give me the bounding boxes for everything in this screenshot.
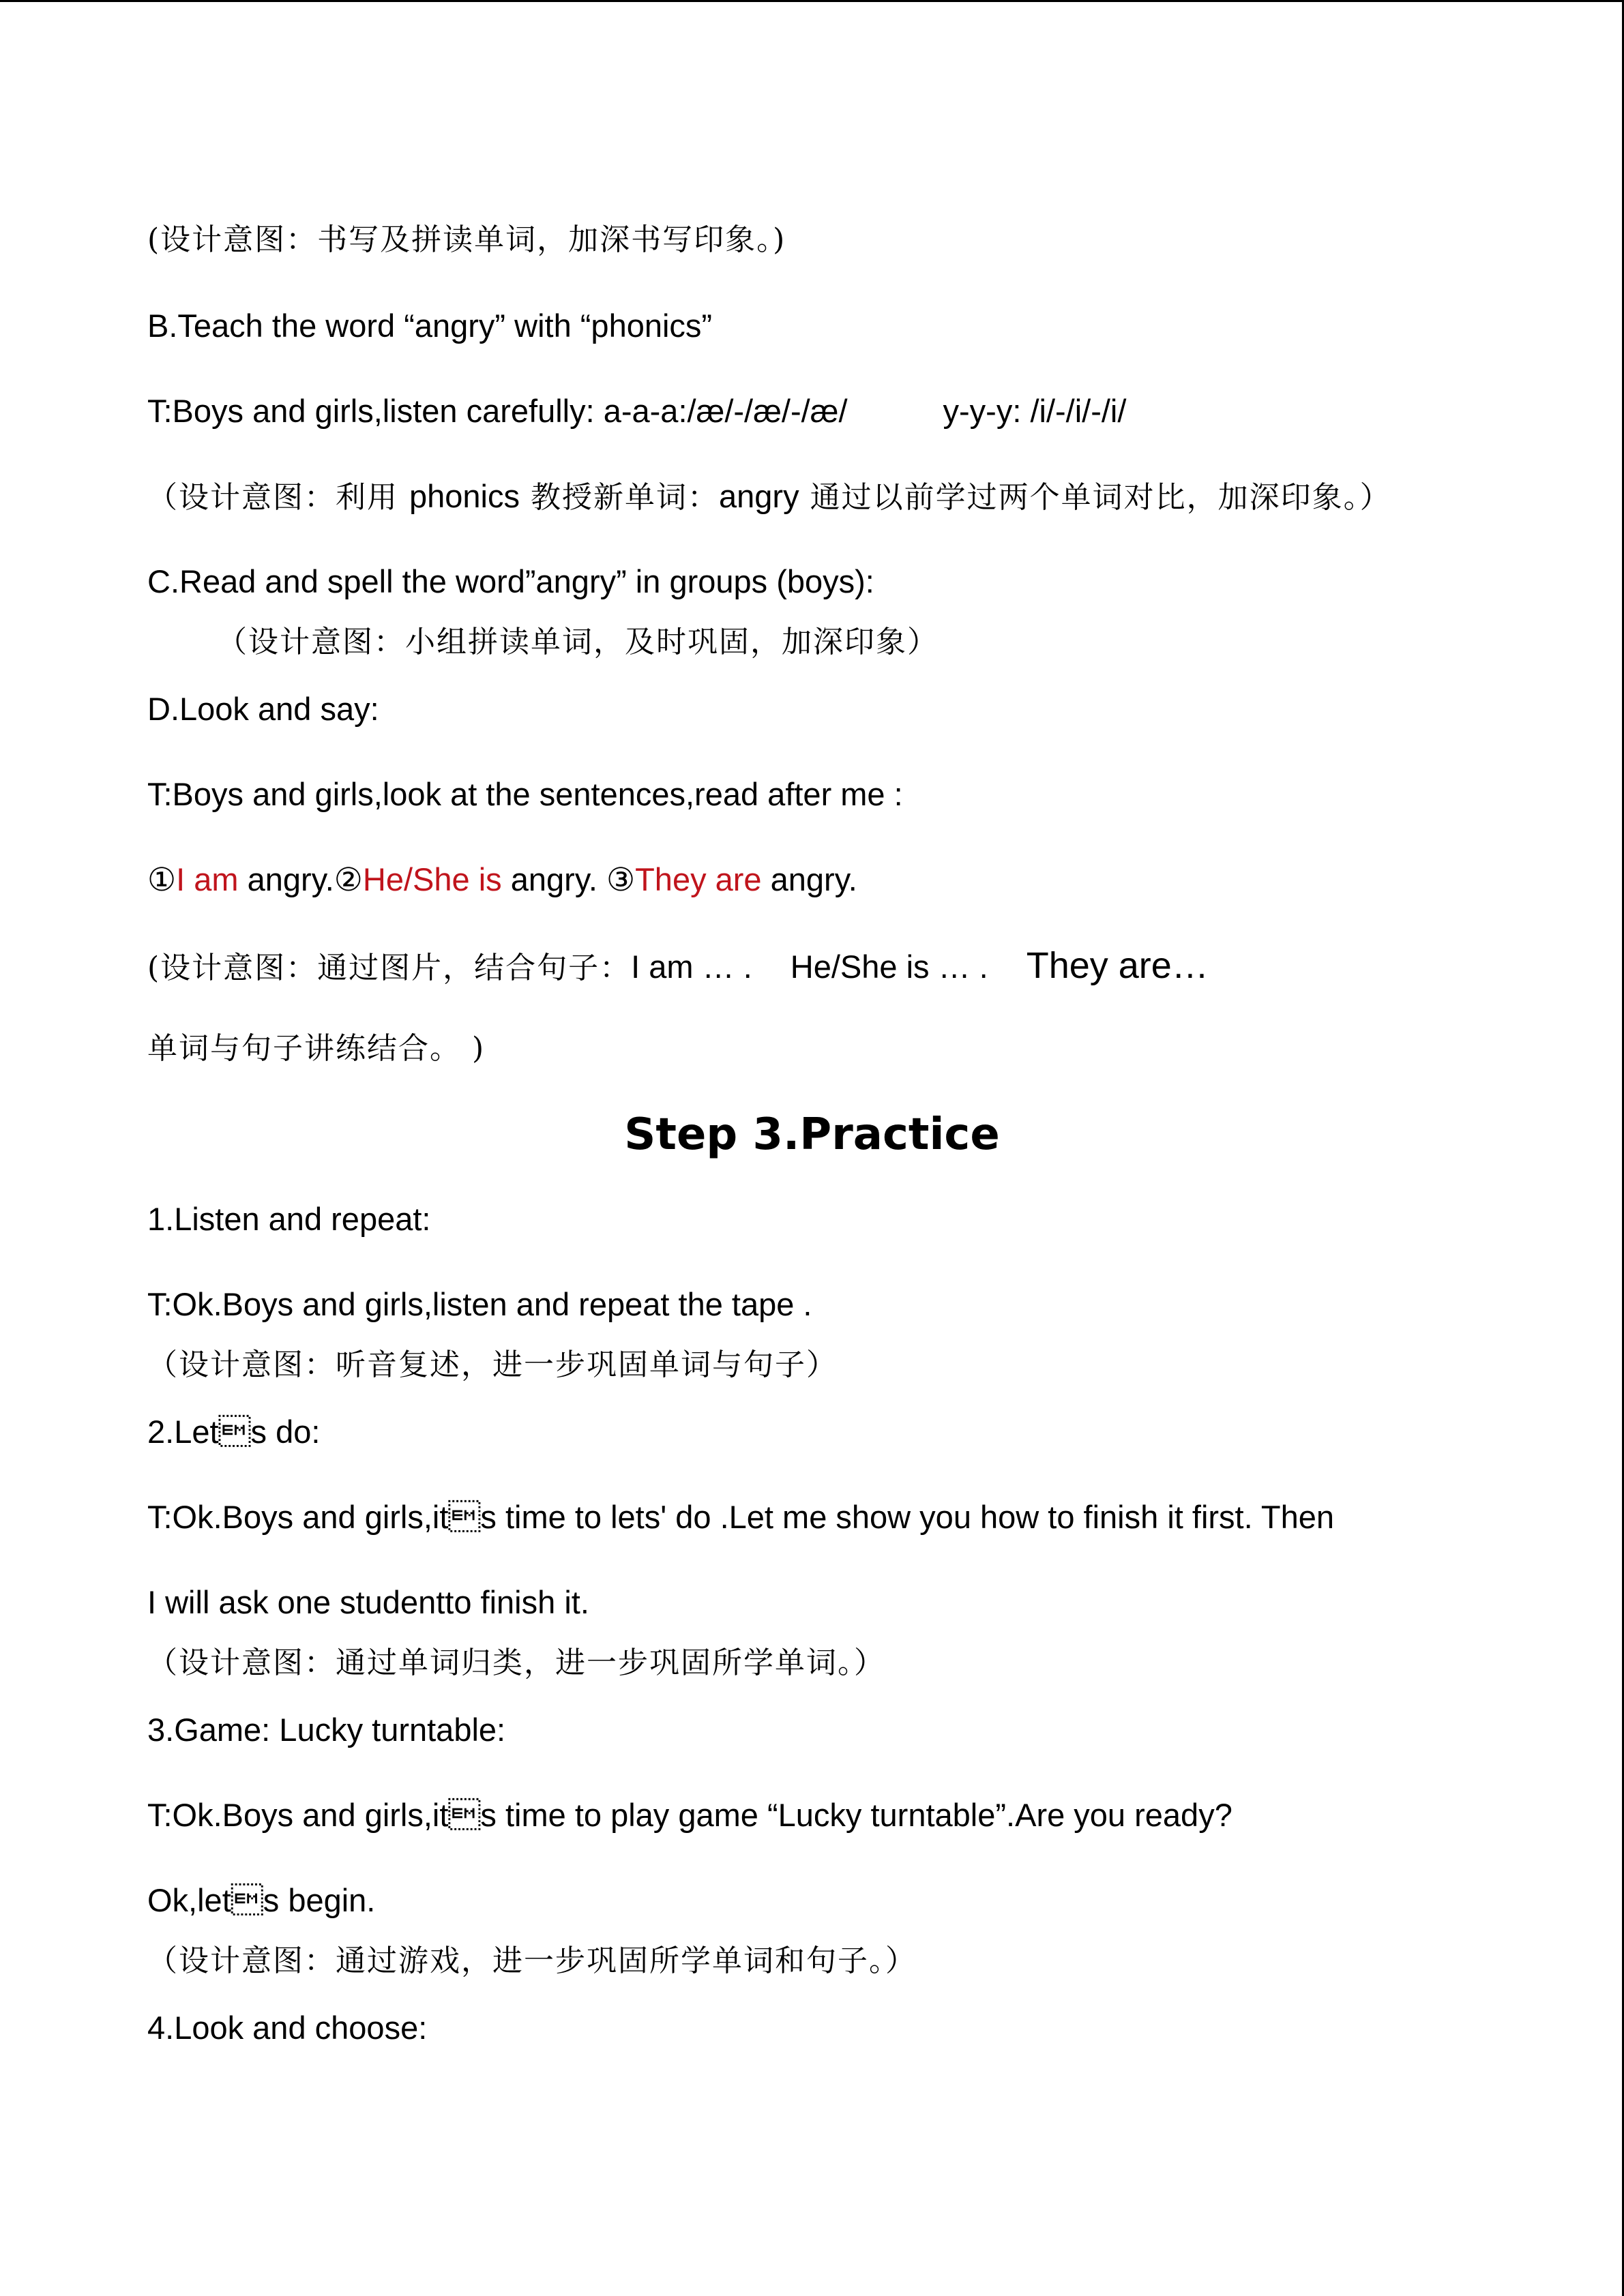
lets-do-instruction-cont: I will ask one studentto finish it. bbox=[147, 1584, 589, 1620]
design-note-game: （设计意图：通过游戏，进一步巩固所学单词和句子。） bbox=[147, 1943, 917, 1978]
design-note-listen: （设计意图：听音复述，进一步巩固单词与句子） bbox=[147, 1347, 838, 1382]
sentence-subject-i-am: I am bbox=[176, 861, 239, 897]
practice-3-title: 3.Game: Lucky turntable: bbox=[147, 1712, 506, 1748]
design-note-writing: (设计意图：书写及拼读单词，加深书写印象。) bbox=[147, 222, 786, 257]
phonics-y-sounds: y-y-y: /i/-/i/-/i/ bbox=[943, 393, 1127, 429]
design-note-sentences-cont: 单词与句子讲练结合。 ) bbox=[147, 1031, 486, 1066]
phonics-a-sounds: T:Boys and girls,listen carefully: a-a-a:/æ/-/æ/-/æ/ bbox=[147, 393, 848, 429]
design-note-group-spelling: （设计意图：小组拼读单词，及时巩固，加深印象） bbox=[217, 625, 939, 659]
practice-2-title: 2.Lets do: bbox=[147, 1414, 321, 1450]
listen-repeat-instruction: T:Ok.Boys and girls,listen and repeat the tape . bbox=[147, 1286, 812, 1322]
practice-4-title: 4.Look and choose: bbox=[147, 2010, 428, 2046]
page-top-border bbox=[0, 0, 1624, 2]
game-instruction: T:Ok.Boys and girls,its time to play game “Lucky turntable”.Are you ready? bbox=[147, 1797, 1232, 1833]
section-c-title: C.Read and spell the word”angry” in groups (boys): bbox=[147, 563, 874, 599]
section-b-title: B.Teach the word “angry” with “phonics” bbox=[147, 308, 713, 344]
design-note-sentences: (设计意图：通过图片，结合句子：I am … . He/She is … . They are… bbox=[147, 945, 1209, 986]
sentence-subject-they-are: They are bbox=[635, 861, 762, 897]
sentence-subject-he-she-is: He/She is bbox=[362, 861, 502, 897]
step-3-heading: Step 3.Practice bbox=[624, 1109, 1000, 1160]
example-sentences: ①I am angry.②He/She is angry. ③They are angry. bbox=[147, 861, 857, 897]
practice-1-title: 1.Listen and repeat: bbox=[147, 1201, 431, 1237]
design-note-phonics: （设计意图：利用 phonics 教授新单词：angry 通过以前学过两个单词对比，加深印象。） bbox=[147, 478, 1391, 515]
phonics-instruction bbox=[147, 391, 1126, 432]
game-instruction-cont: Ok,lets begin. bbox=[147, 1882, 376, 1918]
look-and-say-instruction: T:Boys and girls,look at the sentences,read after me : bbox=[147, 776, 903, 812]
section-d-title: D.Look and say: bbox=[147, 691, 379, 727]
lets-do-instruction: T:Ok.Boys and girls,its time to lets' do .Let me show you how to finish it first. Then bbox=[147, 1499, 1334, 1535]
design-note-classify: （设计意图：通过单词归类，进一步巩固所学单词。） bbox=[147, 1645, 885, 1680]
